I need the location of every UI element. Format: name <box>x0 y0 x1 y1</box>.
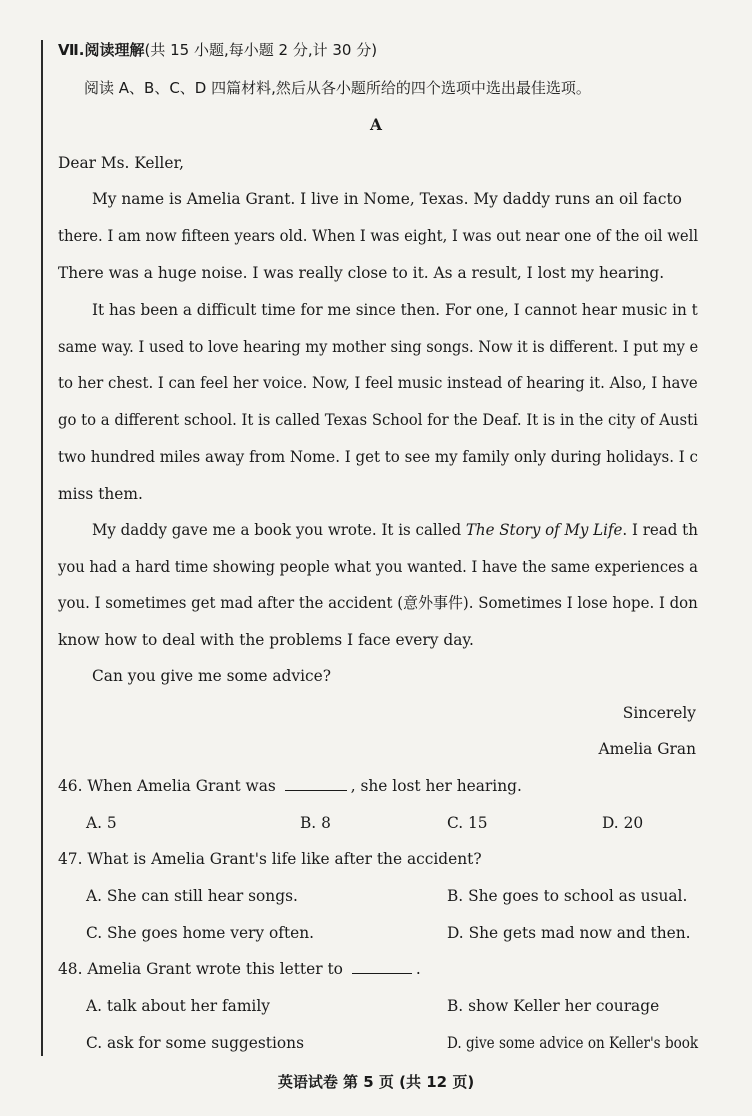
letter-line: Can you give me some advice? <box>92 667 331 685</box>
option-47-c[interactable]: C. She goes home very often. <box>86 924 315 942</box>
book-title: The Story of My Life <box>465 521 623 539</box>
letter-line: you had a hard time showing people what you wanted. I have the same experiences a <box>58 558 698 576</box>
section-title: 阅读理解 <box>84 41 145 59</box>
letter-line: go to a different school. It is called Texas School for the Deaf. It is in the city of Austi <box>58 411 698 429</box>
letter-line: you. I sometimes get mad after the accident (意外事件). Sometimes I lose hope. I don <box>58 594 698 612</box>
letter-signature: Amelia Gran <box>598 740 696 758</box>
book-line-end: . I read th <box>622 521 698 539</box>
letter-line: same way. I used to love hearing my mother sing songs. Now it is different. I put my e <box>58 338 699 356</box>
letter-line: There was a huge noise. I was really close to it. As a result, I lost my hearing. <box>58 264 665 282</box>
page-footer: 英语试卷 第 5 页 (共 12 页) <box>277 1073 475 1091</box>
letter-closing: Sincerely <box>622 704 696 722</box>
book-line-start: My daddy gave me a book you wrote. It is called <box>92 521 466 539</box>
section-heading <box>58 40 377 60</box>
letter-salutation: Dear Ms. Keller, <box>58 154 185 172</box>
answer-blank <box>352 959 412 974</box>
option-47-d[interactable]: D. She gets mad now and then. <box>447 924 691 942</box>
passage-label: A <box>370 116 382 134</box>
option-47-a[interactable]: A. She can still hear songs. <box>86 887 298 905</box>
instruction: 阅读 A、B、C、D 四篇材料,然后从各小题所给的四个选项中选出最佳选项。 <box>84 79 591 97</box>
section-number: Ⅶ. <box>58 41 85 59</box>
letter-line-book <box>92 520 698 540</box>
option-48-c[interactable]: C. ask for some suggestions <box>86 1034 304 1052</box>
question-48-stem: 48. Amelia Grant wrote this letter to . <box>58 960 421 978</box>
letter-line: two hundred miles away from Nome. I get to see my family only during holidays. I c <box>58 448 698 466</box>
option-46-b[interactable]: B. 8 <box>300 814 331 832</box>
letter-line: there. I am now fifteen years old. When I was eight, I was out near one of the oil well <box>58 227 699 245</box>
option-46-c[interactable]: C. 15 <box>447 814 488 832</box>
option-47-b[interactable]: B. She goes to school as usual. <box>447 887 688 905</box>
margin-rule <box>41 40 43 1056</box>
letter-line: It has been a difficult time for me since then. For one, I cannot hear music in t <box>92 301 698 319</box>
letter-line: know how to deal with the problems I face every day. <box>58 631 474 649</box>
letter-line: My name is Amelia Grant. I live in Nome, Texas. My daddy runs an oil facto <box>92 190 682 208</box>
question-47-stem: 47. What is Amelia Grant's life like after the accident? <box>58 850 482 868</box>
option-46-d[interactable]: D. 20 <box>602 814 644 832</box>
option-48-b[interactable]: B. show Keller her courage <box>447 997 660 1015</box>
option-46-a[interactable]: A. 5 <box>86 814 117 832</box>
letter-line: miss them. <box>58 485 143 503</box>
section-note: (共 15 小题,每小题 2 分,计 30 分) <box>144 41 378 59</box>
letter-line: to her chest. I can feel her voice. Now, I feel music instead of hearing it. Also, I have <box>58 374 698 392</box>
option-48-a[interactable]: A. talk about her family <box>86 997 270 1015</box>
option-48-d[interactable]: D. give some advice on Keller's book <box>447 1034 699 1052</box>
answer-blank <box>285 776 347 791</box>
question-46-stem: 46. When Amelia Grant was , she lost her hearing. <box>58 777 522 795</box>
